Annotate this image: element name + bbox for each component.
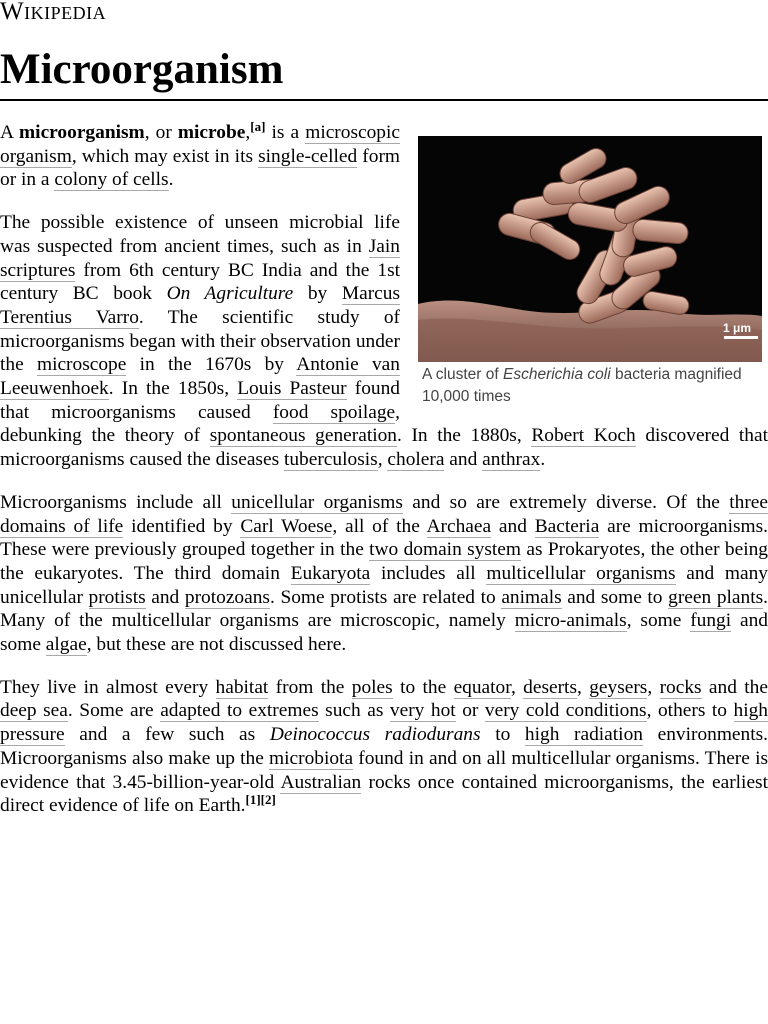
- link-jain-scriptures[interactable]: Jain scriptures: [0, 235, 400, 281]
- paragraph-intro: A microorganism, or microbe,[a] is a microscopic organism, which may exist in its single-celled form or in a colony of cells.: [0, 119, 401, 191]
- link-geysers[interactable]: geysers: [589, 676, 648, 698]
- scale-bar-label: 1 μm: [723, 321, 752, 335]
- link-poles[interactable]: poles: [351, 676, 393, 698]
- link-louis-pasteur[interactable]: Louis Pasteur: [237, 378, 347, 400]
- link-equator[interactable]: equator: [453, 676, 511, 698]
- link-multicellular-organisms[interactable]: multicellular organisms: [486, 562, 676, 584]
- link-australian[interactable]: Australian: [280, 771, 362, 793]
- link-high-radiation[interactable]: high radiation: [524, 724, 643, 746]
- link-three-domains-of-life[interactable]: three domains of life: [0, 491, 768, 537]
- link-food-spoilage[interactable]: food spoilage: [272, 401, 396, 423]
- link-unicellular-organisms[interactable]: unicellular organisms: [231, 491, 403, 513]
- link-tuberculosis[interactable]: tuberculosis: [283, 449, 378, 471]
- link-spontaneous-generation[interactable]: spontaneous generation: [209, 425, 397, 447]
- link-habitat[interactable]: habitat: [215, 676, 269, 698]
- link-protists[interactable]: protists: [88, 586, 146, 608]
- article-body: [0, 121, 768, 837]
- note-ref-a[interactable]: [a]: [250, 119, 266, 134]
- link-two-domain-system[interactable]: two domain system: [369, 539, 521, 561]
- citation-2[interactable]: [2]: [260, 792, 276, 808]
- wikipedia-logo[interactable]: Wikipedia: [0, 0, 107, 25]
- paragraph-history: The possible existence of unseen microbial life was suspected from ancient times, such as in Jain scriptures from 6th century BC India and the 1st century BC book On Agriculture by Marcus Terentius Varro. The scientific study of microorganisms began with their observation under the microscope in the 1670s by Antonie van Leeuwenhoek. In the 1850s, Louis Pasteur found that microorganisms caused food spoilage, debunking the theory of spontaneous generation. In the 1880s, Robert Koch discovered that microorganisms caused the diseases tuberculosis, cholera and anthrax.: [0, 212, 768, 471]
- scale-bar: [724, 336, 758, 339]
- link-cholera[interactable]: cholera: [387, 449, 445, 471]
- link-rocks[interactable]: rocks: [659, 676, 702, 698]
- link-archaea[interactable]: Archaea: [426, 515, 492, 537]
- link-fungi[interactable]: fungi: [690, 610, 732, 632]
- link-microscope[interactable]: microscope: [36, 354, 127, 376]
- link-microscopic[interactable]: microscopic: [305, 122, 401, 143]
- figure-caption: A cluster of Escherichia coli bacteria magnified 10,000 times: [422, 366, 742, 405]
- link-antonie-van-leeuwenhoek[interactable]: Antonie van Leeuwenhoek: [0, 354, 400, 400]
- link-algae[interactable]: algae: [45, 634, 87, 656]
- link-single-celled[interactable]: single-celled: [258, 145, 358, 167]
- link-organism[interactable]: organism: [0, 145, 72, 167]
- link-carl-woese[interactable]: Carl Woese: [240, 515, 333, 537]
- link-robert-koch[interactable]: Robert Koch: [531, 425, 636, 447]
- link-bacteria[interactable]: Bacteria: [534, 515, 600, 537]
- link-high-pressure[interactable]: high pressure: [0, 700, 768, 746]
- link-deep-sea[interactable]: deep sea: [0, 700, 68, 722]
- paragraph-diversity: Microorganisms include all unicellular organisms and so are extremely diverse. Of the three domains of life identified by Carl Woese, all of the Archaea and Bacteria are microorganisms. These were previously grouped together in the two domain system as Prokaryotes, the other being the eukaryotes. The third domain Eukaryota includes all multicellular organisms and many unicellular protists and protozoans. Some protists are related to animals and some to green plants. Many of the multicellular organisms are microscopic, namely micro-animals, some fungi and some algae, but these are not discussed here.: [0, 491, 768, 656]
- link-micro-animals[interactable]: micro-animals: [514, 610, 627, 632]
- link-microbiota[interactable]: microbiota: [269, 747, 354, 769]
- link-very-cold-conditions[interactable]: very cold conditions: [484, 700, 647, 722]
- link-protozoans[interactable]: protozoans: [184, 586, 270, 608]
- link-marcus-terentius-varro[interactable]: Marcus Terentius Varro: [0, 283, 401, 328]
- paragraph-habitat: They live in almost every habitat from the poles to the equator, deserts, geysers, rocks and the deep sea. Some are adapted to extremes such as very hot or very cold conditions, others to high pressure and a few such as Deinococcus radiodurans to high radiation environments. Microorganisms also make up the microbiota found in and on all multicellular organisms. There is evidence that 3.45-billion-year-old Australian rocks once contained microorganisms, the earliest direct evidence of life on Earth.[1][2]: [0, 676, 768, 817]
- link-very-hot[interactable]: very hot: [389, 700, 456, 722]
- page-title: Microorganism: [0, 46, 284, 93]
- link-animals[interactable]: animals: [501, 586, 562, 608]
- link-adapted-to-extremes[interactable]: adapted to extremes: [160, 700, 319, 722]
- link-green-plants[interactable]: green plants: [668, 586, 764, 608]
- link-deserts[interactable]: deserts: [523, 676, 577, 698]
- infobox-figure: [418, 136, 762, 408]
- e-coli-micrograph[interactable]: [418, 136, 762, 362]
- link-eukaryota[interactable]: Eukaryota: [290, 562, 371, 584]
- title-divider: [0, 99, 768, 101]
- link-colony-of-cells[interactable]: colony of cells: [54, 169, 169, 191]
- link-anthrax[interactable]: anthrax: [482, 449, 541, 471]
- citation-1[interactable]: [1]: [245, 792, 261, 808]
